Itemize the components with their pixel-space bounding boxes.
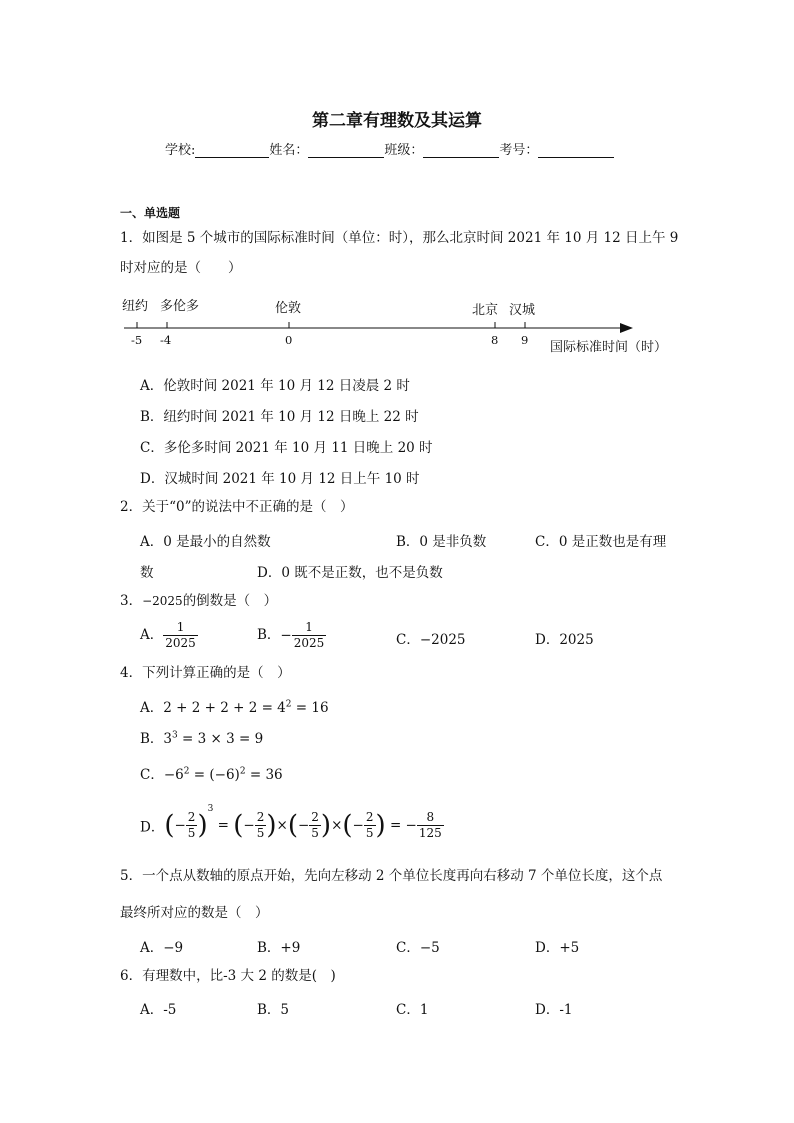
question-3-option-b[interactable] xyxy=(257,620,326,651)
question-5-option-b[interactable]: B．+9 xyxy=(257,940,301,956)
question-5-option-a[interactable]: A．−9 xyxy=(140,940,184,956)
fraction-numerator: 1 xyxy=(163,620,198,636)
exam-no-field[interactable] xyxy=(538,143,614,158)
exponent: 2 xyxy=(239,766,246,777)
fraction xyxy=(292,620,327,651)
city-label-london: 伦敦 xyxy=(275,301,302,316)
school-field[interactable] xyxy=(195,143,269,158)
fraction xyxy=(309,810,321,841)
question-5-option-c[interactable]: C．−5 xyxy=(396,940,440,956)
question-1-stem-line2: 时对应的是（ ） xyxy=(120,260,242,276)
math-expression: −6 xyxy=(163,767,184,783)
question-5-stem-line1: 5．一个点从数轴的原点开始，先向左移动 2 个单位长度再向右移动 7 个单位长度，这个点 xyxy=(120,868,663,884)
tick-label: -4 xyxy=(160,333,172,347)
times-sign: × xyxy=(331,817,343,834)
exponent: 3 xyxy=(207,804,214,814)
math-expression: 2 + 2 + 2 + 2 = 4 xyxy=(163,700,286,716)
minus-sign: − xyxy=(174,817,186,834)
fraction-denominator: 2025 xyxy=(165,636,196,650)
question-number: 3． xyxy=(120,593,143,609)
fraction-denominator: 5 xyxy=(187,826,196,840)
math-paren: ) xyxy=(375,810,386,841)
city-label-seoul: 汉城 xyxy=(509,303,536,318)
city-label-newyork: 纽约 xyxy=(122,299,149,314)
equals-sign: = xyxy=(217,817,229,834)
math-expression: = 3 × 3 = 9 xyxy=(177,731,264,747)
option-label: A． xyxy=(140,627,164,643)
question-4-stem: 4．下列计算正确的是（ ） xyxy=(120,665,291,681)
question-5-stem-line2: 最终所对应的数是（ ） xyxy=(120,905,269,921)
fraction-numerator: 2 xyxy=(187,810,196,824)
option-label: B． xyxy=(140,731,164,747)
question-1-option-a[interactable]: A．伦敦时间 2021 年 10 月 12 日凌晨 2 时 xyxy=(140,378,410,394)
fraction-denominator: 125 xyxy=(418,826,442,840)
question-6-option-c[interactable]: C．1 xyxy=(396,1002,429,1018)
option-label: C． xyxy=(140,767,164,783)
math-paren: ) xyxy=(197,810,208,841)
question-6-option-a[interactable]: A．-5 xyxy=(140,1002,177,1018)
fraction-denominator: 5 xyxy=(311,826,319,840)
minus-sign: − xyxy=(243,817,255,834)
question-2-option-b[interactable]: B．0 是非负数 xyxy=(396,534,487,550)
tick-label: 8 xyxy=(491,333,499,347)
exponent: 2 xyxy=(183,766,190,777)
school-label: 学校: xyxy=(165,143,196,158)
question-6-option-d[interactable]: D．-1 xyxy=(535,1002,573,1018)
math-paren: ) xyxy=(266,810,277,841)
fraction-numerator: 2 xyxy=(311,810,319,824)
fraction-denominator: 5 xyxy=(256,826,265,840)
question-4-option-a[interactable] xyxy=(140,696,329,716)
math-paren: ( xyxy=(233,810,244,841)
question-text: 的倒数是（ ） xyxy=(182,593,278,609)
exponent: 2 xyxy=(285,699,292,710)
exam-no-label: 考号： xyxy=(499,143,539,158)
option-label: B． xyxy=(257,627,281,643)
fraction xyxy=(186,810,198,841)
math-expression: = (−6) xyxy=(189,767,240,783)
question-6-option-b[interactable]: B．5 xyxy=(257,1002,290,1018)
times-sign: × xyxy=(276,817,288,834)
math-paren: ( xyxy=(164,810,175,841)
fraction-numerator: 2 xyxy=(365,810,374,824)
option-label: D． xyxy=(140,819,165,836)
math-paren: ( xyxy=(287,810,298,841)
axis-arrow-icon xyxy=(620,323,633,333)
question-1-stem-line1: 1．如图是 5 个城市的国际标准时间（单位：时），那么北京时间 2021 年 10 月 12 日上午 9 xyxy=(120,230,679,246)
question-4-option-b[interactable] xyxy=(140,727,263,747)
fraction xyxy=(364,810,376,841)
question-1-option-b[interactable]: B．纽约时间 2021 年 10 月 12 日晚上 22 时 xyxy=(140,409,419,425)
math-expression: = 16 xyxy=(291,700,329,716)
fraction-numerator: 1 xyxy=(292,620,327,636)
fraction-numerator: 8 xyxy=(417,810,444,826)
question-6-stem: 6．有理数中，比-3 大 2 的数是( ) xyxy=(120,968,336,984)
math-expression: = 36 xyxy=(245,767,283,783)
minus-sign: − xyxy=(280,627,292,644)
city-label-beijing: 北京 xyxy=(472,303,499,318)
math-result-sign: = − xyxy=(389,817,417,834)
question-1-option-c[interactable]: C．多伦多时间 2021 年 10 月 11 日晚上 20 时 xyxy=(140,440,433,456)
question-4-option-c[interactable] xyxy=(140,763,283,783)
question-2-option-d[interactable]: D．0 既不是正数，也不是负数 xyxy=(257,565,443,581)
question-3-option-a[interactable] xyxy=(140,620,198,651)
name-label: 姓名： xyxy=(269,143,309,158)
minus-sign: − xyxy=(352,817,364,834)
math-paren: ( xyxy=(342,810,353,841)
name-field[interactable] xyxy=(308,143,384,158)
student-info-row xyxy=(165,139,614,158)
class-field[interactable] xyxy=(423,143,499,158)
question-4-option-d[interactable] xyxy=(140,804,444,841)
axis-label: 国际标准时间（时） xyxy=(550,340,668,355)
timezone-number-line xyxy=(120,290,680,356)
question-3-option-c[interactable]: C．−2025 xyxy=(396,632,466,648)
section-heading: 一、单选题 xyxy=(120,206,181,220)
option-label: A． xyxy=(140,700,164,716)
exponent: 3 xyxy=(172,730,178,741)
math-paren: ) xyxy=(320,810,332,841)
tick-label: -5 xyxy=(131,333,143,347)
question-2-option-a[interactable]: A．0 是最小的自然数 xyxy=(140,534,271,550)
tick-label: 0 xyxy=(285,333,293,347)
question-2-option-c-continued: 数 xyxy=(140,565,154,581)
question-3-option-d[interactable]: D．2025 xyxy=(535,632,594,648)
fraction xyxy=(417,810,444,841)
page-title: 第二章有理数及其运算 xyxy=(312,111,482,131)
question-1-option-d[interactable]: D．汉城时间 2021 年 10 月 12 日上午 10 时 xyxy=(140,471,420,487)
minus-sign: − xyxy=(297,817,310,834)
fraction-numerator: 2 xyxy=(256,810,265,824)
math-expression: −2025 xyxy=(142,594,183,608)
tick-label: 9 xyxy=(521,333,529,347)
question-5-option-d[interactable]: D．+5 xyxy=(535,940,580,956)
question-2-option-c[interactable]: C．0 是正数也是有理 xyxy=(535,534,667,550)
math-base: 3 xyxy=(163,731,173,747)
fraction xyxy=(255,810,267,841)
fraction-denominator: 2025 xyxy=(293,636,325,650)
fraction xyxy=(163,620,198,651)
fraction-denominator: 5 xyxy=(365,826,374,840)
question-3-stem xyxy=(120,591,277,611)
class-label: 班级： xyxy=(384,143,424,158)
question-2-stem: 2．关于“0”的说法中不正确的是（ ） xyxy=(120,499,354,515)
city-label-toronto: 多伦多 xyxy=(160,299,200,314)
